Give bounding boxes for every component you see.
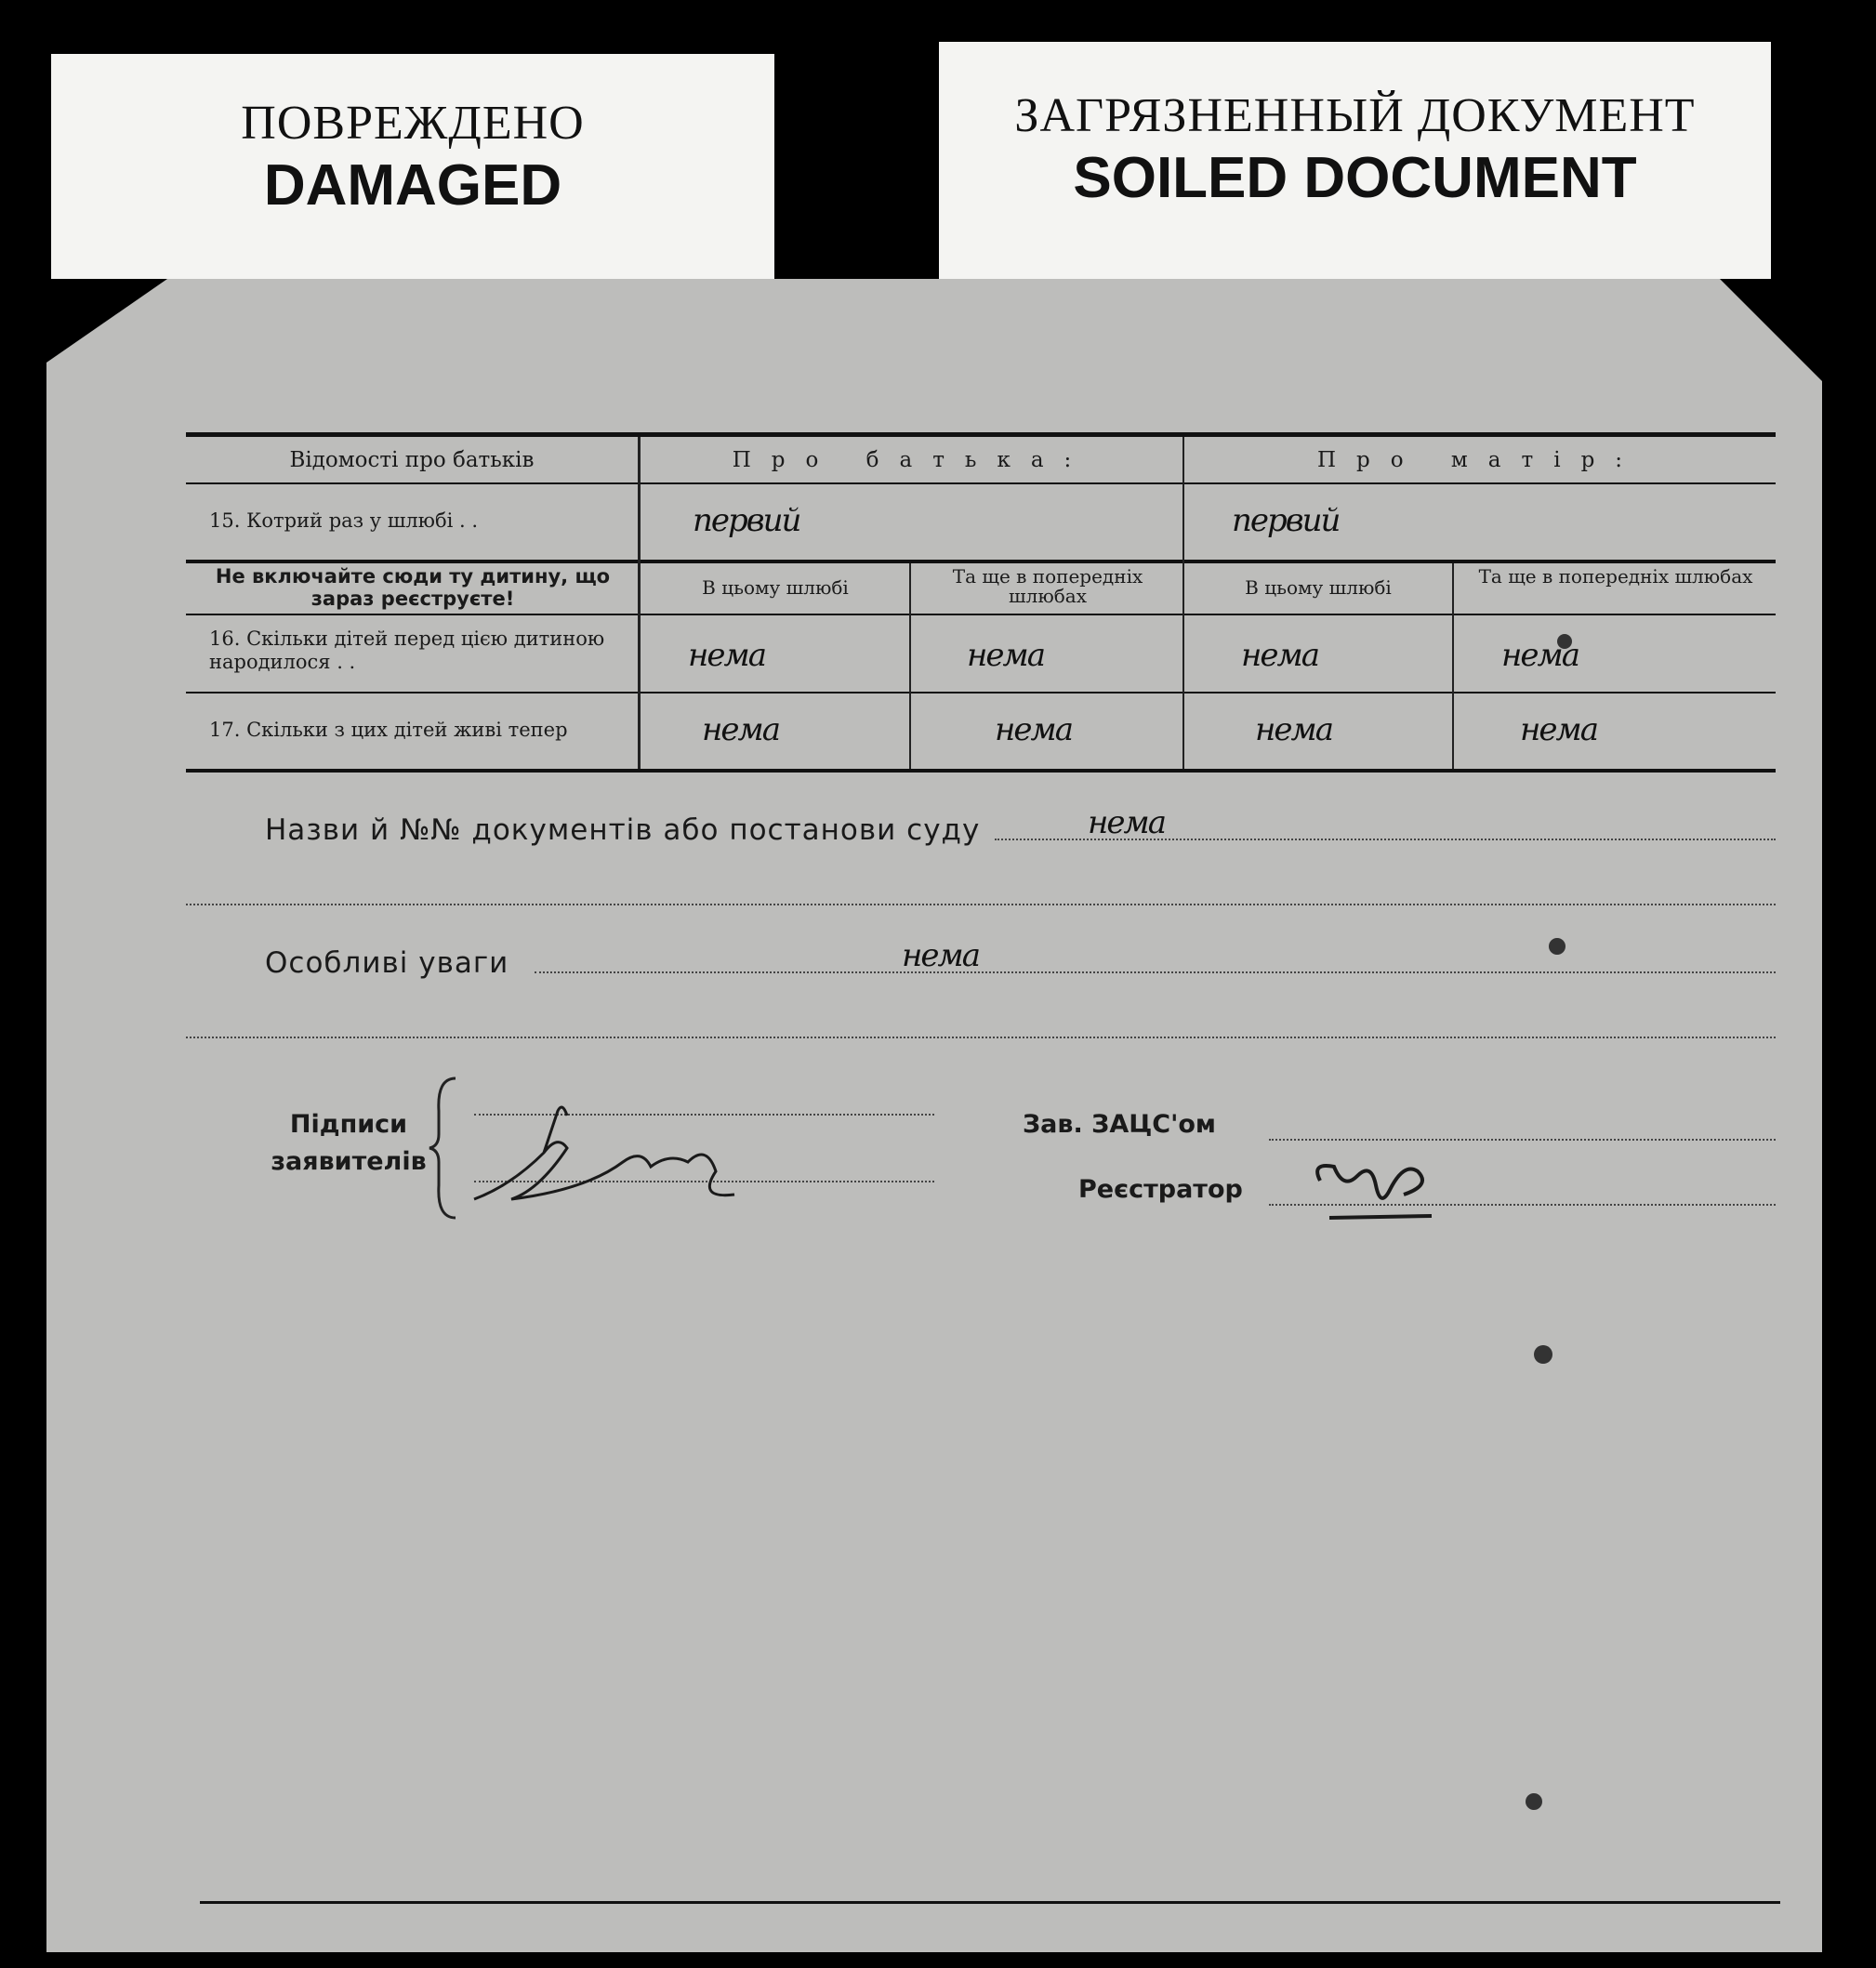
subheader-note: Не включайте сюди ту дитину, що зараз реєструєте! <box>215 565 611 610</box>
soiled-label-ru: ЗАГРЯЗНЕННЫЙ ДОКУМЕНТ <box>1014 89 1696 142</box>
table-divider <box>638 437 641 769</box>
table-rule <box>186 692 1776 693</box>
documents-dotted-line-2 <box>186 904 1776 905</box>
row17-mother-prev-value: нема <box>1520 711 1597 748</box>
row17-father-this-value: нема <box>702 711 779 748</box>
special-notes-dotted-line <box>535 971 1776 973</box>
applicant-signature <box>456 1097 772 1218</box>
special-notes-label: Особливі уваги <box>265 946 509 980</box>
bottom-rule <box>200 1901 1780 1904</box>
table-rule <box>186 482 1776 484</box>
registrar-signature <box>1301 1153 1460 1227</box>
damaged-label-ru: ПОВРЕЖДЕНО <box>241 97 585 150</box>
row15-mother-value: первий <box>1232 502 1340 539</box>
hole-mark <box>1549 938 1566 955</box>
table-rule <box>186 560 1776 563</box>
hole-mark <box>1534 1345 1552 1364</box>
special-notes-dotted-line-2 <box>186 1037 1776 1038</box>
table-divider <box>1452 563 1454 769</box>
row15-label: 15. Котрий раз у шлюбі . . <box>209 509 479 532</box>
header-parents-info: Відомості про батьків <box>289 448 535 472</box>
row16-father-prev-value: нема <box>967 637 1044 674</box>
hole-mark <box>1526 1793 1542 1810</box>
subheader-mother-this: В цьому шлюбі <box>1245 576 1392 599</box>
row17-father-prev-value: нема <box>995 711 1072 748</box>
special-notes-value: нема <box>902 937 979 974</box>
subheader-mother-prev: Та ще в попередніх шлюбах <box>1478 565 1753 588</box>
table-divider <box>909 563 911 769</box>
table-bottom-rule <box>186 769 1776 773</box>
table-rule <box>186 614 1776 615</box>
document-sheet <box>46 279 1822 1952</box>
row16-mother-this-value: нема <box>1241 637 1318 674</box>
row16-father-this-value: нема <box>688 637 765 674</box>
subheader-father-this: В цьому шлюбі <box>702 576 849 599</box>
applicants-signatures-label: Підписи заявителів <box>271 1110 427 1176</box>
table-top-rule <box>186 432 1776 437</box>
header-father: Про батька: <box>732 448 1092 472</box>
documents-label: Назви й №№ документів або постанови суду <box>265 813 981 847</box>
row16-label: 16. Скільки дітей перед цією дитиною народилося . . <box>209 627 605 673</box>
registrar-label: Реєстратор <box>1078 1175 1243 1204</box>
zags-head-label: Зав. ЗАЦС'ом <box>1023 1110 1216 1139</box>
row16-mother-prev-value: нема <box>1501 637 1579 674</box>
table-divider <box>1182 437 1184 769</box>
row17-mother-this-value: нема <box>1255 711 1332 748</box>
soiled-label-en: SOILED DOCUMENT <box>1073 146 1637 210</box>
row15-father-value: первий <box>693 502 800 539</box>
row17-label: 17. Скільки з цих дітей живі тепер <box>209 719 568 741</box>
subheader-father-prev: Та ще в попередніх шлюбах <box>952 565 1143 607</box>
documents-value: нема <box>1088 804 1165 841</box>
zags-head-signature-line <box>1269 1139 1776 1141</box>
damaged-label-en: DAMAGED <box>263 153 562 218</box>
header-mother: Про матір: <box>1316 448 1644 472</box>
